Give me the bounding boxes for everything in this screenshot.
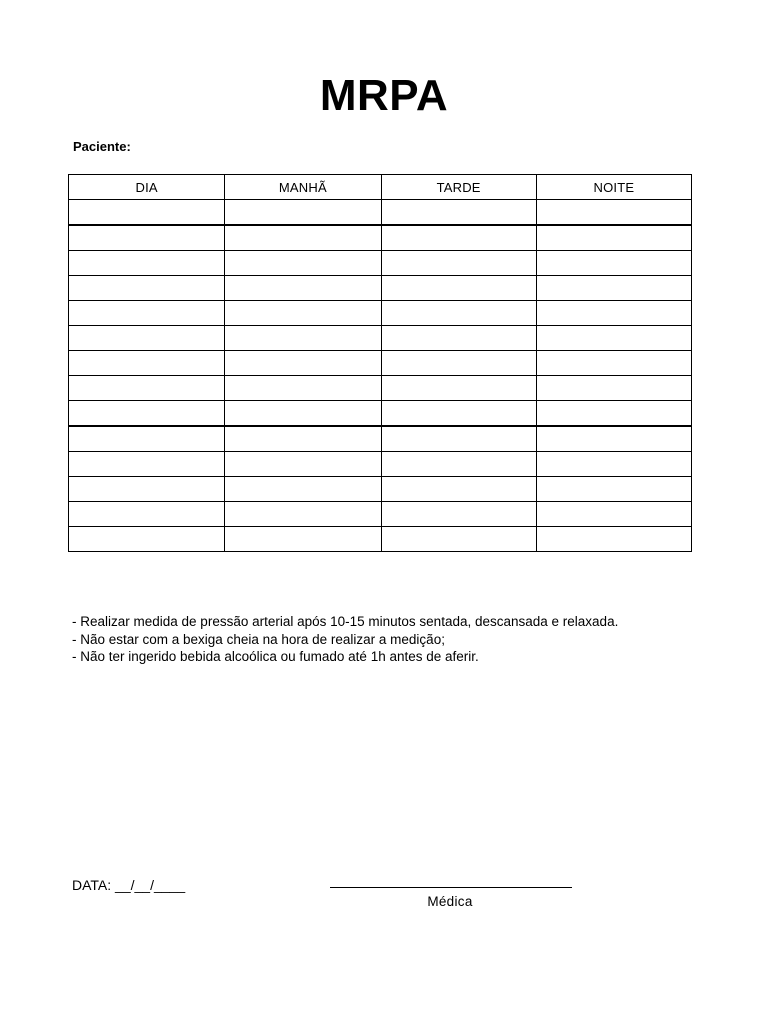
table-cell[interactable] — [381, 225, 536, 251]
column-header-noite: NOITE — [536, 175, 691, 200]
signature-label: Médica — [427, 894, 473, 909]
table-row — [69, 276, 692, 301]
table-cell[interactable] — [381, 502, 536, 527]
table-cell[interactable] — [536, 326, 691, 351]
table-cell[interactable] — [381, 477, 536, 502]
table-row — [69, 225, 692, 251]
signature-line — [330, 875, 572, 888]
table-cell[interactable] — [381, 401, 536, 427]
table-cell[interactable] — [69, 200, 225, 226]
table-row — [69, 200, 692, 226]
table-cell[interactable] — [536, 401, 691, 427]
table-cell[interactable] — [381, 301, 536, 326]
table-cell[interactable] — [381, 527, 536, 552]
table-cell[interactable] — [225, 251, 381, 276]
table-cell[interactable] — [536, 276, 691, 301]
table-cell[interactable] — [536, 225, 691, 251]
table-cell[interactable] — [225, 527, 381, 552]
table-row — [69, 251, 692, 276]
table-cell[interactable] — [225, 376, 381, 401]
table-cell[interactable] — [381, 200, 536, 226]
column-header-dia: DIA — [69, 175, 225, 200]
column-header-tarde: TARDE — [381, 175, 536, 200]
table-cell[interactable] — [381, 351, 536, 376]
table-cell[interactable] — [225, 452, 381, 477]
date-field: DATA: __/__/____ — [72, 877, 186, 893]
table-cell[interactable] — [381, 251, 536, 276]
table-row — [69, 452, 692, 477]
blood-pressure-log-table — [68, 174, 692, 552]
table-cell[interactable] — [536, 426, 691, 452]
table-cell[interactable] — [225, 225, 381, 251]
table-cell[interactable] — [381, 452, 536, 477]
table-cell[interactable] — [225, 200, 381, 226]
table-cell[interactable] — [69, 351, 225, 376]
table-cell[interactable] — [536, 200, 691, 226]
table-header-row — [69, 175, 692, 200]
table-cell[interactable] — [69, 527, 225, 552]
table-cell[interactable] — [536, 251, 691, 276]
table-cell[interactable] — [69, 426, 225, 452]
table-cell[interactable] — [69, 276, 225, 301]
table-row — [69, 401, 692, 427]
table-cell[interactable] — [69, 401, 225, 427]
table-cell[interactable] — [69, 452, 225, 477]
table-row — [69, 502, 692, 527]
table-cell[interactable] — [69, 376, 225, 401]
table-cell[interactable] — [225, 326, 381, 351]
table-cell[interactable] — [225, 502, 381, 527]
table-row — [69, 527, 692, 552]
table-cell[interactable] — [381, 326, 536, 351]
table-cell[interactable] — [225, 351, 381, 376]
table-cell[interactable] — [381, 426, 536, 452]
table-cell[interactable] — [536, 527, 691, 552]
table-cell[interactable] — [225, 276, 381, 301]
table-cell[interactable] — [536, 376, 691, 401]
table-row — [69, 301, 692, 326]
table-row — [69, 326, 692, 351]
table-row — [69, 351, 692, 376]
table-body — [69, 200, 692, 552]
table-cell[interactable] — [225, 401, 381, 427]
table-cell[interactable] — [381, 276, 536, 301]
patient-label: Paciente: — [73, 139, 131, 154]
table-cell[interactable] — [225, 426, 381, 452]
instruction-item: - Não estar com a bexiga cheia na hora de realizar a medição; — [72, 631, 445, 647]
table-cell[interactable] — [225, 301, 381, 326]
table-row — [69, 376, 692, 401]
column-header-manha: MANHÃ — [225, 175, 381, 200]
table-cell[interactable] — [225, 477, 381, 502]
document-title: MRPA — [319, 71, 449, 120]
table-cell[interactable] — [536, 477, 691, 502]
table-cell[interactable] — [69, 251, 225, 276]
table-cell[interactable] — [536, 452, 691, 477]
table-cell[interactable] — [69, 502, 225, 527]
instruction-item: - Não ter ingerido bebida alcoólica ou fumado até 1h antes de aferir. — [72, 649, 479, 664]
table-cell[interactable] — [536, 351, 691, 376]
instructions — [72, 613, 662, 666]
table-cell[interactable] — [381, 376, 536, 401]
table-cell[interactable] — [69, 301, 225, 326]
table-cell[interactable] — [536, 301, 691, 326]
table-cell[interactable] — [69, 225, 225, 251]
table-cell[interactable] — [69, 477, 225, 502]
instruction-item: - Realizar medida de pressão arterial após 10-15 minutos sentada, descansada e relaxada. — [72, 614, 619, 629]
table-row — [69, 477, 692, 502]
table-cell[interactable] — [69, 326, 225, 351]
table-row — [69, 426, 692, 452]
table-cell[interactable] — [536, 502, 691, 527]
